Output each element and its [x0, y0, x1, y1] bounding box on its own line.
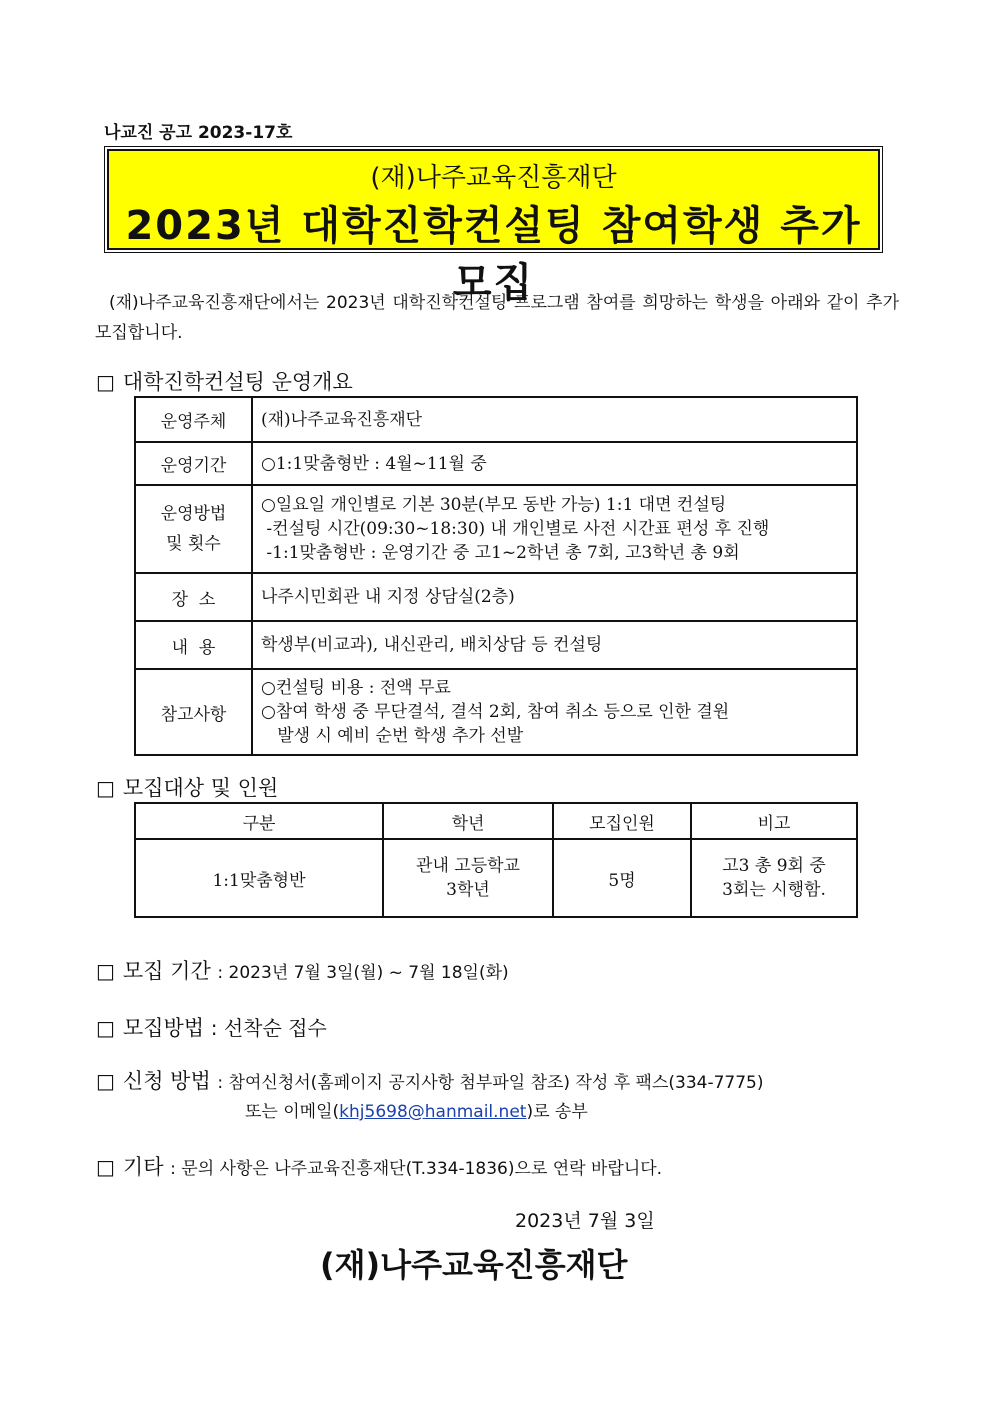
table-row — [135, 442, 857, 485]
row-line: ○참여 학생 중 무단결석, 결석 2회, 참여 취소 등으로 인한 결원 — [261, 702, 730, 722]
checkbox-glyph-icon: □ — [96, 370, 115, 394]
title-organization: (재)나주교육진흥재단 — [370, 163, 617, 193]
etc-label: 기타 — [122, 1155, 164, 1179]
intro-text: (재)나주교육진흥재단에서는 2023년 대학진학컨설팅 프로그램 참여를 희망하는 학생을 아래와 같이 추가 모집합니다. — [95, 293, 899, 343]
recruit-heading-text: 모집대상 및 인원 — [122, 776, 279, 800]
email-link[interactable]: khj5698@hanmail.net — [339, 1102, 527, 1122]
table-row — [135, 839, 857, 917]
overview-table — [134, 396, 858, 756]
column-header: 학년 — [383, 803, 553, 839]
table-row — [135, 669, 857, 755]
etc-section — [96, 1151, 662, 1181]
row-line: -1:1맞춤형반 : 운영기간 중 고1~2학년 총 7회, 고3학년 총 9회 — [261, 543, 740, 563]
table-row — [135, 485, 857, 573]
row-line: ○컨설팅 비용 : 전액 무료 — [261, 678, 451, 698]
column-header: 구분 — [135, 803, 383, 839]
row-value — [252, 485, 857, 573]
row-label — [135, 485, 252, 573]
apply-text-pre: 또는 이메일( — [245, 1102, 340, 1122]
row-label: 운영기간 — [135, 442, 252, 485]
table-row — [135, 573, 857, 621]
cell-line: 관내 고등학교 — [416, 856, 520, 876]
method-value: : 선착순 접수 — [210, 1016, 327, 1040]
row-line: -컨설팅 시간(09:30~18:30) 내 개인별로 사전 시간표 편성 후 진행 — [261, 519, 770, 539]
etc-value: : 문의 사항은 나주교육진흥재단(T.334-1836)으로 연락 바랍니다. — [170, 1159, 663, 1179]
issue-date: 2023년 7월 3일 — [515, 1210, 655, 1232]
cell-line: 3회는 시행함. — [722, 880, 826, 900]
row-value — [252, 573, 857, 621]
row-line: 학생부(비교과), 내신관리, 배치상담 등 컨설팅 — [261, 635, 603, 655]
table-cell-count: 5명 — [553, 839, 691, 917]
recruit-heading — [96, 772, 278, 802]
overview-heading-text: 대학진학컨설팅 운영개요 — [122, 370, 353, 394]
column-header: 모집인원 — [553, 803, 691, 839]
column-header: 비고 — [691, 803, 857, 839]
row-label: 장 소 — [135, 573, 252, 621]
issuer-organization: (재)나주교육진흥재단 — [320, 1246, 628, 1284]
row-label: 운영주체 — [135, 397, 252, 442]
table-header-row — [135, 803, 857, 839]
apply-value-line2 — [245, 1097, 588, 1122]
table-cell-note — [691, 839, 857, 917]
method-label: 모집방법 — [122, 1016, 205, 1040]
intro-paragraph — [95, 288, 899, 348]
cell-line: 고3 총 9회 중 — [722, 856, 826, 876]
notice-number: 나교진 공고 2023-17호 — [104, 123, 293, 143]
row-line: ○1:1맞춤형반 : 4월~11월 중 — [261, 453, 487, 474]
row-label-line: 및 횟수 — [166, 534, 221, 554]
checkbox-glyph-icon: □ — [96, 1155, 115, 1179]
row-line: 나주시민회관 내 지정 상담실(2층) — [261, 587, 515, 607]
method-section — [96, 1012, 327, 1042]
title-banner — [107, 149, 880, 306]
row-line: 발생 시 예비 순번 학생 추가 선발 — [261, 726, 524, 746]
page-title: 2023년 대학진학컨설팅 참여학생 추가 모집 — [125, 203, 862, 306]
table-row — [135, 397, 857, 442]
overview-heading — [96, 366, 353, 396]
checkbox-glyph-icon: □ — [96, 1069, 115, 1093]
row-value — [252, 669, 857, 755]
row-value — [252, 621, 857, 669]
row-line: ○일요일 개인별로 기본 30분(부모 동반 가능) 1:1 대면 컨설팅 — [261, 495, 727, 515]
row-label: 내 용 — [135, 621, 252, 669]
row-label-line: 운영방법 — [160, 504, 227, 524]
checkbox-glyph-icon: □ — [96, 776, 115, 800]
apply-section — [96, 1065, 763, 1095]
row-line: (재)나주교육진흥재단 — [261, 409, 423, 430]
checkbox-glyph-icon: □ — [96, 959, 115, 983]
row-label: 참고사항 — [135, 669, 252, 755]
recruit-table — [134, 802, 858, 918]
table-row — [135, 621, 857, 669]
apply-value-line1: : 참여신청서(홈페이지 공지사항 첨부파일 참조) 작성 후 팩스(334-7775) — [217, 1073, 764, 1093]
checkbox-glyph-icon: □ — [96, 1016, 115, 1040]
period-value: : 2023년 7월 3일(월) ~ 7월 18일(화) — [217, 963, 509, 983]
row-value — [252, 442, 857, 485]
row-value — [252, 397, 857, 442]
apply-label: 신청 방법 — [122, 1069, 211, 1093]
period-section — [96, 955, 509, 985]
table-cell-category: 1:1맞춤형반 — [135, 839, 383, 917]
table-cell-grade — [383, 839, 553, 917]
apply-text-post: )로 송부 — [526, 1102, 588, 1122]
cell-line: 3학년 — [446, 880, 490, 900]
period-label: 모집 기간 — [122, 959, 211, 983]
